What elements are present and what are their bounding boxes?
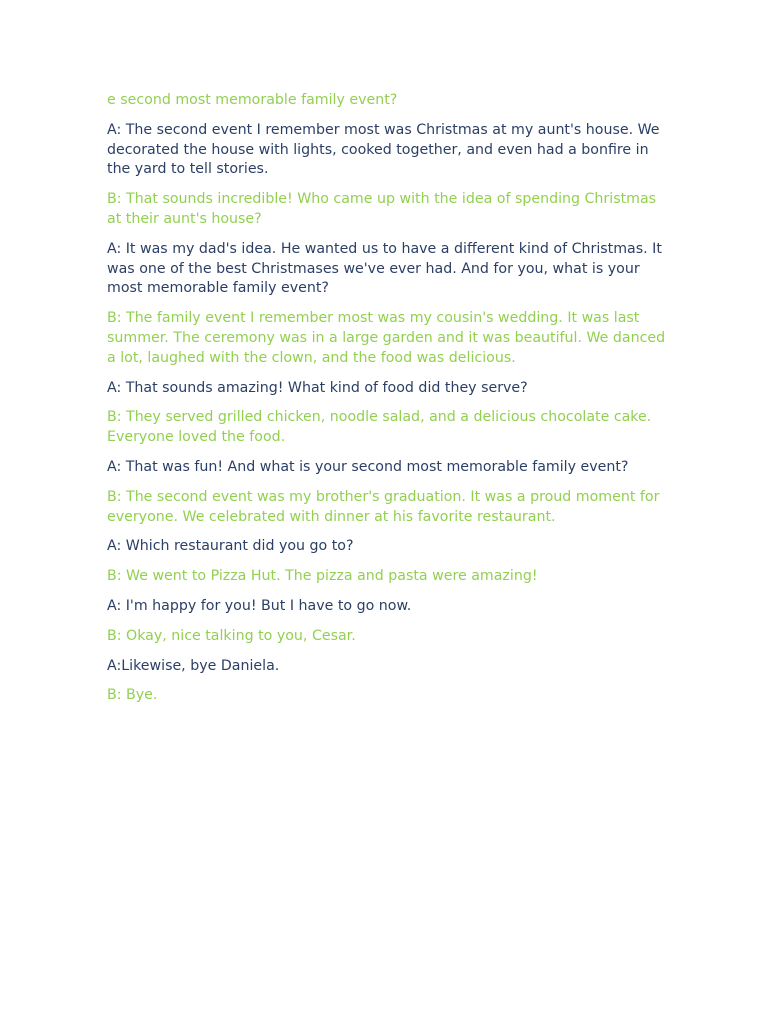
dialogue-line-b: e second most memorable family event? — [107, 92, 398, 108]
dialogue-line-b: B: Bye. — [107, 687, 158, 704]
dialogue-line-b: B: That sounds incredible! Who came up with the idea of spending Christmas at their aunt's house? — [107, 191, 657, 227]
document-page — [107, 91, 667, 716]
dialogue-line-a: A: That sounds amazing! What kind of food did they serve? — [107, 379, 528, 396]
dialogue-line-b: B: We went to Pizza Hut. The pizza and pasta were amazing! — [107, 568, 538, 585]
dialogue-line-a: A: Which restaurant did you go to? — [107, 538, 354, 555]
dialogue-line-b: B: The second event was my brother's graduation. It was a proud moment for everyone. We celebrated with dinner at his favorite restaurant. — [107, 488, 660, 525]
dialogue-line-a: A: It was my dad's idea. He wanted us to have a different kind of Christmas. It was one of the best Christmases we've ever had. And for you, what is your most memorable family event? — [107, 240, 662, 297]
dialogue-line-a: A: The second event I remember most was Christmas at my aunt's house. We decorated the house with lights, cooked together, and even had a bonfire in the yard to tell stories. — [107, 121, 660, 178]
dialogue-line-b: B: Okay, nice talking to you, Cesar. — [107, 627, 356, 644]
dialogue-line-b: B: They served grilled chicken, noodle salad, and a delicious chocolate cake. Everyone loved the food. — [107, 409, 652, 446]
dialogue-line-a: A: I'm happy for you! But I have to go now. — [107, 597, 412, 614]
dialogue-line-a: A:Likewise, bye Daniela. — [107, 657, 280, 674]
dialogue-line-a: A: That was fun! And what is your second most memorable family event? — [107, 458, 629, 475]
dialogue-line-b: B: The family event I remember most was my cousin's wedding. It was last summer. The ceremony was in a large garden and it was beautiful. We danced a lot, laughed with the clown, and the food was delicious. — [107, 310, 666, 366]
